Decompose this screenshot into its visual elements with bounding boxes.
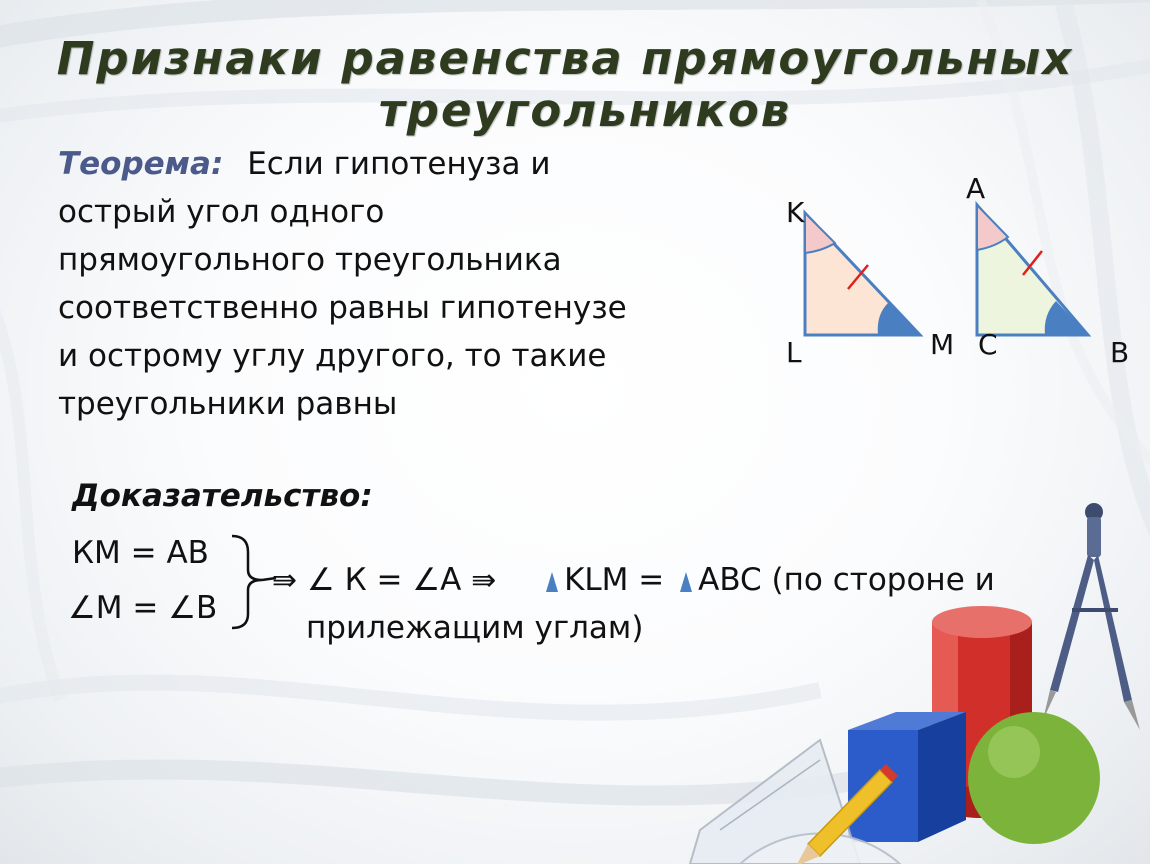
vertex-b: B [1110, 336, 1130, 369]
triangle-symbol-1 [546, 572, 558, 592]
implies-arrow-1: ⇛ [272, 563, 298, 598]
triangle-klm-text: KLM = [564, 562, 665, 598]
cube-icon [848, 712, 966, 842]
theorem-line-1 [58, 140, 627, 188]
proof-given-2: ∠М = ∠В [68, 590, 218, 626]
proof-given-1: КМ = АВ [72, 535, 209, 571]
theorem-line-3: прямоугольного треугольника [58, 242, 562, 278]
vertex-a: A [966, 172, 986, 205]
angle-m-mark [878, 303, 920, 335]
proof-line-2: прилежащим углам) [306, 610, 644, 646]
theorem-line-6: треугольники равны [58, 386, 398, 422]
implies-arrow-2: ⇛ [471, 563, 497, 598]
angle-equality: ∠ К = ∠А [307, 562, 462, 598]
theorem-label: Теорема: [58, 146, 224, 182]
theorem-line-2: острый угол одного [58, 194, 385, 230]
curly-brace [228, 532, 278, 632]
geometry-decor [650, 490, 1150, 864]
theorem-block [58, 140, 627, 428]
title-line-1: Признаки равенства прямоугольных [56, 32, 1074, 85]
theorem-line-4: соответственно равны гипотенузе [58, 290, 627, 326]
vertex-m: M [930, 328, 955, 361]
title-line-2: треугольников [378, 84, 792, 137]
vertex-l: L [786, 336, 802, 369]
triangle-abc-text: ABC (по стороне и [698, 562, 995, 598]
vertex-k: K [786, 196, 805, 229]
sphere-icon [968, 712, 1100, 844]
compass-icon [1043, 503, 1140, 730]
theorem-line-5: и острому углу другого, то такие [58, 338, 607, 374]
theorem-text-1: Если гипотенуза и [247, 146, 551, 182]
vertex-c: C [978, 328, 998, 361]
proof-label: Доказательство: [72, 478, 373, 514]
